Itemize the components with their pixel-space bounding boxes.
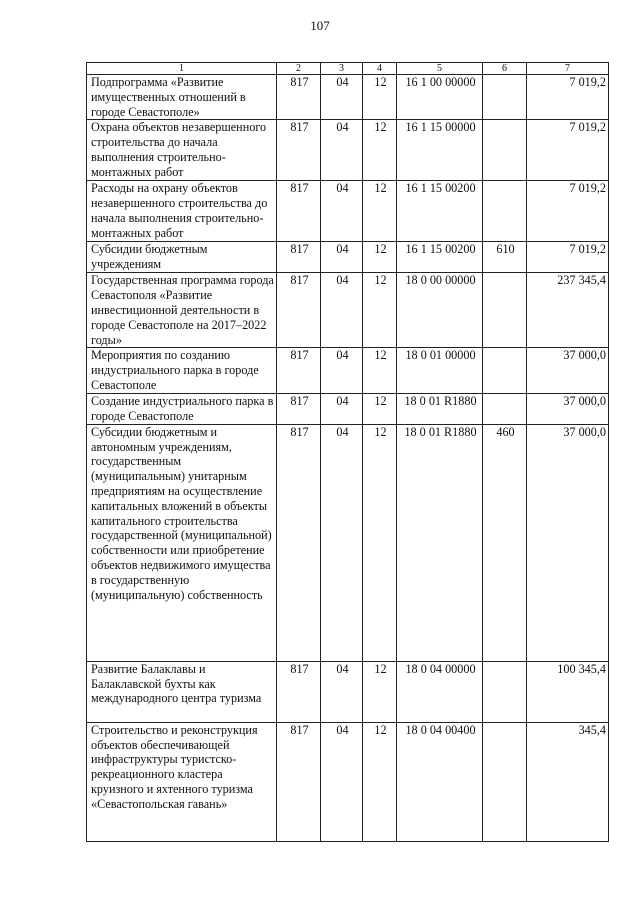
row-gr-code: 817 [277, 722, 321, 841]
row-gr-code: 817 [277, 273, 321, 348]
column-header: 5 [397, 63, 483, 75]
row-gr-code: 817 [277, 120, 321, 181]
row-subsection: 12 [363, 424, 397, 661]
row-amount: 37 000,0 [527, 348, 609, 393]
table-row [87, 661, 609, 722]
row-target-code: 16 1 15 00200 [397, 242, 483, 273]
row-expense-type: 610 [483, 242, 527, 273]
table-row [87, 75, 609, 120]
row-section: 04 [321, 424, 363, 661]
row-subsection: 12 [363, 242, 397, 273]
row-name: Субсидии бюджетным и автономным учреждениям, государственным (муниципальным) унитарным предприятиям на осуществление капитальных вложений в объекты капитального строительства государственной (муниципальной) собственности или приобретение объектов недвижимого имущества в государственную (муниципальную) собственность [87, 424, 277, 661]
row-gr-code: 817 [277, 242, 321, 273]
row-section: 04 [321, 393, 363, 424]
row-section: 04 [321, 181, 363, 242]
row-section: 04 [321, 273, 363, 348]
table-row [87, 393, 609, 424]
row-amount: 37 000,0 [527, 424, 609, 661]
row-expense-type [483, 181, 527, 242]
row-amount: 237 345,4 [527, 273, 609, 348]
row-expense-type [483, 273, 527, 348]
row-section: 04 [321, 242, 363, 273]
row-target-code: 16 1 00 00000 [397, 75, 483, 120]
header-row [87, 63, 609, 75]
row-expense-type [483, 75, 527, 120]
row-expense-type [483, 661, 527, 722]
row-name: Охрана объектов незавершенного строительства до начала выполнения строительно-монтажных работ [87, 120, 277, 181]
column-header: 1 [87, 63, 277, 75]
table-row [87, 242, 609, 273]
row-name: Государственная программа города Севастополя «Развитие инвестиционной деятельности в городе Севастополе на 2017–2022 годы» [87, 273, 277, 348]
row-expense-type: 460 [483, 424, 527, 661]
row-expense-type [483, 348, 527, 393]
table-row [87, 120, 609, 181]
page-number: 107 [310, 18, 330, 33]
row-name: Субсидии бюджетным учреждениям [87, 242, 277, 273]
row-expense-type [483, 120, 527, 181]
row-subsection: 12 [363, 661, 397, 722]
row-target-code: 18 0 01 00000 [397, 348, 483, 393]
row-section: 04 [321, 722, 363, 841]
row-gr-code: 817 [277, 424, 321, 661]
table-row [87, 348, 609, 393]
row-section: 04 [321, 75, 363, 120]
row-section: 04 [321, 661, 363, 722]
row-amount: 7 019,2 [527, 120, 609, 181]
row-gr-code: 817 [277, 393, 321, 424]
column-header: 3 [321, 63, 363, 75]
row-subsection: 12 [363, 722, 397, 841]
row-name: Строительство и реконструкция объектов обеспечивающей инфраструктуры туристско-рекреационного кластера круизного и яхтенного туризма «Севастопольская гавань» [87, 722, 277, 841]
table-row [87, 181, 609, 242]
row-gr-code: 817 [277, 181, 321, 242]
row-subsection: 12 [363, 273, 397, 348]
row-gr-code: 817 [277, 348, 321, 393]
row-name: Подпрограмма «Развитие имущественных отношений в городе Севастополе» [87, 75, 277, 120]
row-name: Развитие Балаклавы и Балаклавской бухты как международного центра туризма [87, 661, 277, 722]
row-expense-type [483, 722, 527, 841]
row-target-code: 18 0 04 00400 [397, 722, 483, 841]
row-amount: 345,4 [527, 722, 609, 841]
row-amount: 7 019,2 [527, 181, 609, 242]
column-header: 6 [483, 63, 527, 75]
row-name: Создание индустриального парка в городе Севастополе [87, 393, 277, 424]
row-name: Мероприятия по созданию индустриального парка в городе Севастополе [87, 348, 277, 393]
row-subsection: 12 [363, 120, 397, 181]
row-section: 04 [321, 348, 363, 393]
row-expense-type [483, 393, 527, 424]
row-amount: 37 000,0 [527, 393, 609, 424]
row-target-code: 16 1 15 00000 [397, 120, 483, 181]
row-section: 04 [321, 120, 363, 181]
column-header: 4 [363, 63, 397, 75]
row-amount: 100 345,4 [527, 661, 609, 722]
table-row [87, 722, 609, 841]
row-target-code: 18 0 00 00000 [397, 273, 483, 348]
row-amount: 7 019,2 [527, 75, 609, 120]
row-amount: 7 019,2 [527, 242, 609, 273]
row-name: Расходы на охрану объектов незавершенного строительства до начала выполнения строительно-монтажных работ [87, 181, 277, 242]
table-row [87, 424, 609, 661]
table-row [87, 273, 609, 348]
row-subsection: 12 [363, 348, 397, 393]
row-target-code: 16 1 15 00200 [397, 181, 483, 242]
row-target-code: 18 0 01 R1880 [397, 393, 483, 424]
column-header: 7 [527, 63, 609, 75]
row-target-code: 18 0 01 R1880 [397, 424, 483, 661]
row-subsection: 12 [363, 181, 397, 242]
column-header: 2 [277, 63, 321, 75]
row-subsection: 12 [363, 75, 397, 120]
row-gr-code: 817 [277, 661, 321, 722]
row-subsection: 12 [363, 393, 397, 424]
budget-table [86, 62, 609, 842]
row-target-code: 18 0 04 00000 [397, 661, 483, 722]
row-gr-code: 817 [277, 75, 321, 120]
